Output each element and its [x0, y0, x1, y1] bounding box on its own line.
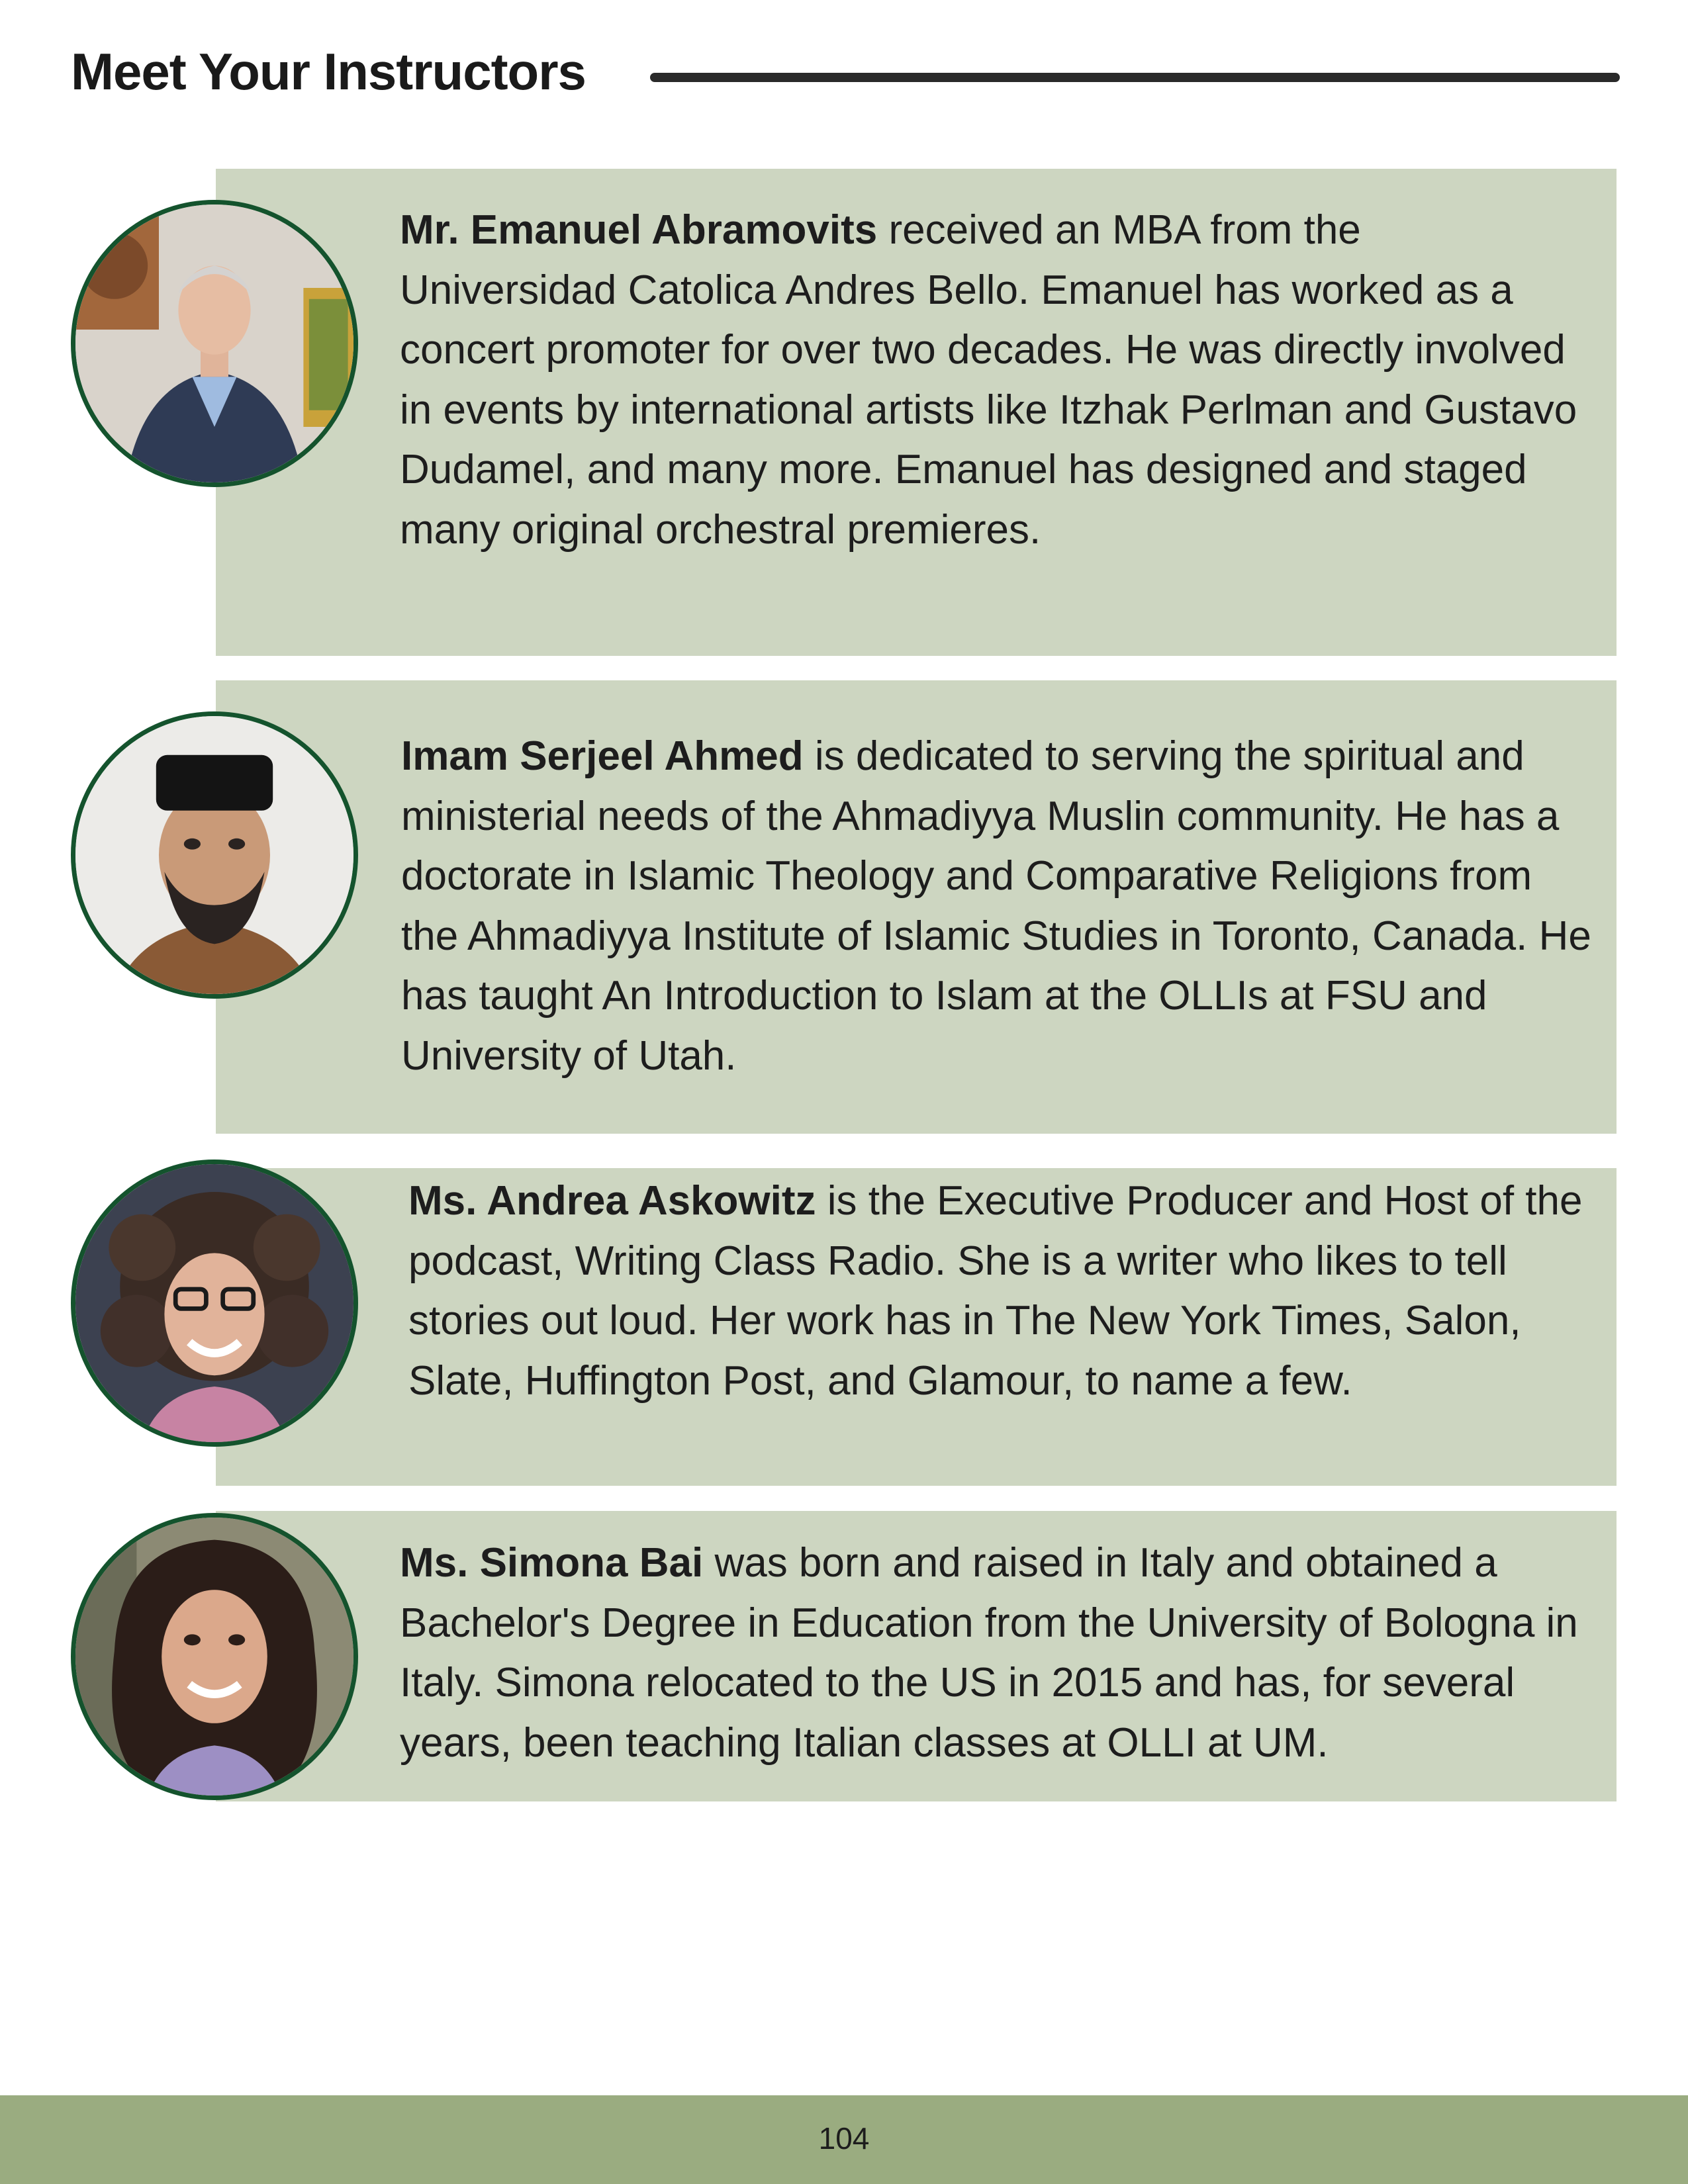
bio-text: received an MBA from the Universidad Catolica Andres Bello. Emanuel has worked as a concert promoter for over two decades. He was directly involved in events by international artists like Itzhak Perlman and Gustavo Dudamel, and many more. Emanuel has designed and staged many original orchestral premieres.: [400, 207, 1577, 553]
page-title: Meet Your Instructors: [71, 42, 586, 101]
instructor-photo: [71, 711, 358, 999]
instructor-bio: [401, 727, 1593, 1086]
instructor-photo: [71, 200, 358, 487]
page-header: [71, 36, 1620, 116]
bio-text: is dedicated to serving the spiritual and ministerial needs of the Ahmadiyya Muslin community. He has a doctorate in Islamic Theology and Comparative Religions from the Ahmadiyya Institute of Islamic Studies in Toronto, Canada. He has taught An Introduction to Islam at the OLLIs at FSU and University of Utah.: [401, 733, 1591, 1079]
title-rule: [650, 73, 1620, 82]
instructor-name: Mr. Emanuel Abramovits: [400, 207, 878, 253]
woman-portrait-icon: [75, 1164, 353, 1442]
bio-text: was born and raised in Italy and obtained a Bachelor's Degree in Education from the University of Bologna in Italy. Simona relocated to the US in 2015 and has, for several years, been teaching Italian classes at OLLI at UM.: [400, 1540, 1578, 1766]
man-portrait-icon: [75, 716, 353, 994]
woman-portrait-icon: [75, 1518, 353, 1796]
instructor-photo: [71, 1513, 358, 1800]
instructor-name: Ms. Simona Bai: [400, 1540, 704, 1586]
bio-text: is the Executive Producer and Host of the podcast, Writing Class Radio. She is a writer who likes to tell stories out loud. Her work has in The New York Times, Salon, Slate, Huffington Post, and Glamour, to name a few.: [408, 1178, 1583, 1404]
instructor-name: Ms. Andrea Askowitz: [408, 1178, 816, 1224]
instructor-bio: [408, 1171, 1593, 1411]
page-footer: [0, 2095, 1688, 2184]
man-portrait-icon: [75, 205, 353, 482]
instructor-bio: [400, 1533, 1615, 1773]
instructor-bio: [400, 201, 1585, 560]
page-number: 104: [818, 2121, 870, 2156]
instructor-name: Imam Serjeel Ahmed: [401, 733, 804, 779]
instructor-photo: [71, 1160, 358, 1447]
